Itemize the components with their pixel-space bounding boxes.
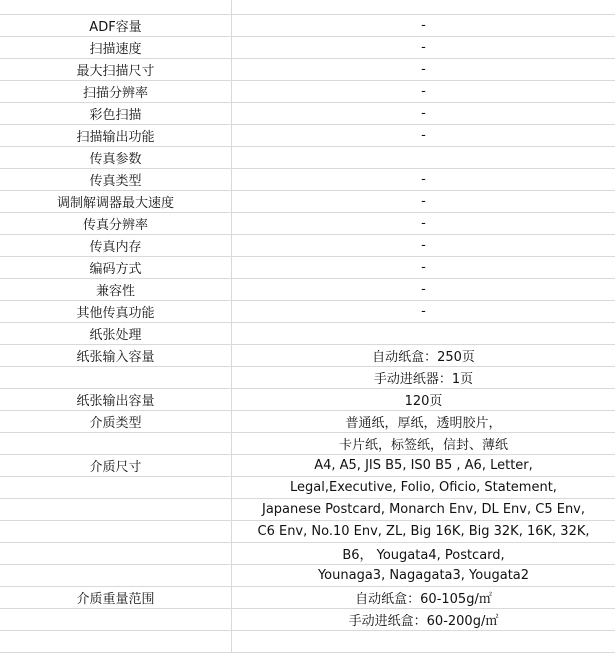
spec-value: 手动进纸盒：60-200g/㎡ xyxy=(348,614,499,629)
spec-label: 传真内存 xyxy=(0,235,232,256)
spec-value: - xyxy=(421,62,426,77)
table-row xyxy=(0,235,615,257)
spec-label: 彩色扫描 xyxy=(0,103,232,124)
table-row xyxy=(0,499,615,521)
table-row xyxy=(0,213,615,235)
spec-value: - xyxy=(421,238,426,253)
table-row xyxy=(0,455,615,477)
spec-label xyxy=(0,367,232,388)
spec-label: 编码方式 xyxy=(0,257,232,278)
spec-label xyxy=(0,499,232,520)
spec-label: 最大扫描尺寸 xyxy=(0,59,232,80)
table-row xyxy=(0,81,615,103)
table-row xyxy=(0,521,615,543)
spec-value: Japanese Postcard, Monarch Env, DL Env, C5 Env, xyxy=(261,502,586,517)
spec-label: 纸张输入容量 xyxy=(0,345,232,366)
table-row xyxy=(0,433,615,455)
spec-label: 兼容性 xyxy=(0,279,232,300)
spec-label xyxy=(0,433,232,454)
spec-label xyxy=(0,609,232,630)
table-row xyxy=(0,147,615,169)
spec-label: 扫描速度 xyxy=(0,37,232,58)
spec-label: 介质类型 xyxy=(0,411,232,432)
spec-value: Legal,Executive, Folio, Oficio, Statement, xyxy=(290,480,557,495)
spec-label xyxy=(0,0,232,14)
table-row xyxy=(0,477,615,499)
spec-label: 扫描输出功能 xyxy=(0,125,232,146)
table-row xyxy=(0,103,615,125)
spec-label xyxy=(0,521,232,542)
spec-value: 自动纸盒：250页 xyxy=(372,350,475,365)
spec-label xyxy=(0,631,232,652)
spec-value: - xyxy=(421,304,426,319)
table-row xyxy=(0,345,615,367)
table-row xyxy=(0,631,615,653)
spec-value: - xyxy=(421,194,426,209)
table-row xyxy=(0,279,615,301)
spec-label xyxy=(0,565,232,586)
spec-value xyxy=(232,323,615,344)
table-row xyxy=(0,37,615,59)
table-row xyxy=(0,565,615,587)
spec-value: - xyxy=(421,18,426,33)
table-row xyxy=(0,323,615,345)
spec-value: - xyxy=(421,172,426,187)
spec-value: B6， Yougata4, Postcard, xyxy=(342,548,505,563)
spec-label: 纸张处理 xyxy=(0,323,232,344)
spec-value: 120页 xyxy=(404,394,443,409)
spec-value xyxy=(232,147,615,168)
table-row xyxy=(0,301,615,323)
table-row xyxy=(0,609,615,631)
table-row xyxy=(0,257,615,279)
table-row xyxy=(0,169,615,191)
spec-label xyxy=(0,543,232,564)
spec-label: 纸张输出容量 xyxy=(0,389,232,410)
table-row xyxy=(0,15,615,37)
spec-value: C6 Env, No.10 Env, ZL, Big 16K, Big 32K, 16K, 32K, xyxy=(257,524,590,539)
spec-value: Younaga3, Nagagata3, Yougata2 xyxy=(317,568,530,583)
table-row xyxy=(0,543,615,565)
spec-value: 手动进纸器：1页 xyxy=(373,372,474,387)
spec-value: A4, A5, JIS B5, IS0 B5 , A6, Letter, xyxy=(314,458,533,473)
table-row xyxy=(0,59,615,81)
spec-label: 介质尺寸 xyxy=(0,455,232,476)
spec-value: - xyxy=(421,40,426,55)
table-row xyxy=(0,125,615,147)
spec-label: 扫描分辨率 xyxy=(0,81,232,102)
table-row xyxy=(0,587,615,609)
spec-value: - xyxy=(421,84,426,99)
spec-value xyxy=(232,0,615,14)
spec-value xyxy=(232,631,615,652)
table-row xyxy=(0,0,615,15)
spec-label: 调制解调器最大速度 xyxy=(0,191,232,212)
spec-label: 传真分辨率 xyxy=(0,213,232,234)
spec-value: - xyxy=(421,260,426,275)
spec-value: - xyxy=(421,128,426,143)
spec-label xyxy=(0,477,232,498)
spec-label: 传真参数 xyxy=(0,147,232,168)
spec-value: - xyxy=(421,216,426,231)
table-row xyxy=(0,389,615,411)
spec-value: 自动纸盒：60-105g/㎡ xyxy=(355,592,492,607)
spec-label: ADF容量 xyxy=(0,15,232,36)
spec-label: 传真类型 xyxy=(0,169,232,190)
table-row xyxy=(0,411,615,433)
spec-value: - xyxy=(421,282,426,297)
spec-value: - xyxy=(421,106,426,121)
spec-value: 普通纸，厚纸，透明胶片， xyxy=(345,416,502,431)
spec-label: 其他传真功能 xyxy=(0,301,232,322)
table-row xyxy=(0,191,615,213)
spec-label: 介质重量范围 xyxy=(0,587,232,608)
spec-value: 卡片纸，标签纸，信封、薄纸 xyxy=(338,438,508,453)
table-row xyxy=(0,367,615,389)
